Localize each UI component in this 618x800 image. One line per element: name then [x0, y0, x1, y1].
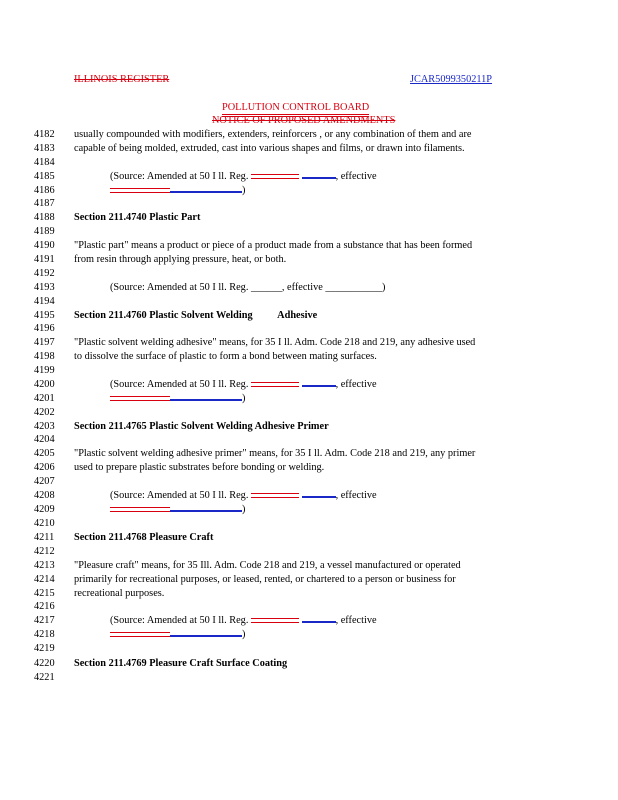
source-prefix: (Source: Amended at 50 I ll. Reg. — [110, 171, 249, 182]
section-4765-title: Section 211.4765 Plastic Solvent Welding Adhesive Primer — [74, 421, 329, 432]
line-number: 4206 — [34, 462, 55, 473]
line-number: 4202 — [34, 407, 55, 418]
line-number: 4221 — [34, 672, 55, 683]
close-paren: ) — [242, 504, 246, 515]
line-number: 4213 — [34, 560, 55, 571]
notice-title: NOTICE OF PROPOSED AMENDMENTS — [212, 115, 396, 126]
line-number: 4209 — [34, 504, 55, 515]
line-number: 4211 — [34, 532, 55, 543]
line-number: 4187 — [34, 198, 55, 209]
source-note-3 — [110, 379, 377, 391]
line-number: 4210 — [34, 518, 55, 529]
close-paren: ) — [242, 185, 246, 196]
line-number: 4198 — [34, 351, 55, 362]
line-number: 4208 — [34, 490, 55, 501]
line-number: 4188 — [34, 212, 55, 223]
line-number: 4184 — [34, 157, 55, 168]
source-note-5 — [110, 615, 377, 627]
redline-blank — [110, 632, 170, 637]
redline-blank — [110, 507, 170, 512]
line-number: 4194 — [34, 296, 55, 307]
line-number: 4217 — [34, 615, 55, 626]
section-4740-title: Section 211.4740 Plastic Part — [74, 212, 201, 223]
line-number: 4219 — [34, 643, 55, 654]
line-number: 4218 — [34, 629, 55, 640]
section-4768-def-1: "Pleasure craft" means, for 35 Ill. Adm. Code 218 and 219, a vessel manufactured or operated — [74, 560, 461, 571]
blue-blank — [170, 510, 242, 512]
line-number: 4185 — [34, 171, 55, 182]
blue-blank — [302, 621, 336, 623]
line-number: 4203 — [34, 421, 55, 432]
effective-label: , effective — [335, 379, 377, 390]
blue-blank — [170, 399, 242, 401]
line-number: 4200 — [34, 379, 55, 390]
section-4768-title: Section 211.4768 Pleasure Craft — [74, 532, 214, 543]
section-4768-def-3: recreational purposes. — [74, 588, 165, 599]
section-4760-def-1: "Plastic solvent welding adhesive" means, for 35 I ll. Adm. Code 218 and 219, any adhesive used — [74, 337, 476, 348]
line-number: 4196 — [34, 323, 55, 334]
source-note-4-cont — [110, 504, 245, 516]
blue-blank — [302, 496, 336, 498]
section-4768-def-2: primarily for recreational purposes, or leased, rented, or chartered to a person or business for — [74, 574, 456, 585]
line-number: 4205 — [34, 448, 55, 459]
source-prefix: (Source: Amended at 50 I ll. Reg. — [110, 379, 249, 390]
source-prefix: (Source: Amended at 50 I ll. Reg. — [110, 615, 249, 626]
line-number: 4183 — [34, 143, 55, 154]
line-number: 4212 — [34, 546, 55, 557]
redline-blank — [110, 396, 170, 401]
effective-label: , effective — [335, 171, 377, 182]
line-number: 4220 — [34, 658, 55, 669]
section-4765-def-2: used to prepare plastic substrates before bonding or welding. — [74, 462, 325, 473]
redline-blank — [110, 188, 170, 193]
blue-blank — [302, 177, 336, 179]
line-number: 4182 — [34, 129, 55, 140]
section-4760-def-2: to dissolve the surface of plastic to form a bond between mating surfaces. — [74, 351, 377, 362]
line-number: 4192 — [34, 268, 55, 279]
section-4760-title-tail: Adhesive — [277, 310, 318, 321]
line-number: 4193 — [34, 282, 55, 293]
source-note-2: (Source: Amended at 50 I ll. Reg. ______, effective ___________) — [110, 282, 386, 293]
blue-blank — [302, 385, 336, 387]
def-continuation-line-1: usually compounded with modifiers, extenders, reinforcers , or any combination of them and are — [74, 129, 472, 140]
source-note-3-cont — [110, 393, 245, 405]
def-continuation-line-2: capable of being molded, extruded, cast into various shapes and films, or drawn into filaments. — [74, 143, 465, 154]
line-number: 4204 — [34, 434, 55, 445]
redline-blank — [251, 493, 299, 498]
close-paren: ) — [242, 393, 246, 404]
section-4760-title — [74, 310, 317, 322]
blue-blank — [170, 191, 242, 193]
line-number: 4214 — [34, 574, 55, 585]
source-prefix: (Source: Amended at 50 I ll. Reg. — [110, 490, 249, 501]
source-note-1-cont — [110, 185, 245, 197]
section-4765-def-1: "Plastic solvent welding adhesive primer" means, for 35 I ll. Adm. Code 218 and 219, any primer — [74, 448, 476, 459]
jcar-code[interactable]: JCAR5099350211P — [410, 74, 493, 85]
line-number: 4190 — [34, 240, 55, 251]
effective-label: , effective — [335, 615, 377, 626]
line-number: 4191 — [34, 254, 55, 265]
line-number: 4201 — [34, 393, 55, 404]
section-4740-def-1: "Plastic part" means a product or piece of a product made from a substance that has been formed — [74, 240, 473, 251]
blue-blank — [170, 635, 242, 637]
source-note-5-cont — [110, 629, 245, 641]
line-number: 4216 — [34, 601, 55, 612]
line-number: 4186 — [34, 185, 55, 196]
line-number: 4189 — [34, 226, 55, 237]
section-4769-title: Section 211.4769 Pleasure Craft Surface Coating — [74, 658, 288, 669]
line-number: 4215 — [34, 588, 55, 599]
line-number: 4199 — [34, 365, 55, 376]
line-number: 4195 — [34, 310, 55, 321]
redline-blank — [251, 174, 299, 179]
close-paren: ) — [242, 629, 246, 640]
line-number: 4197 — [34, 337, 55, 348]
effective-label: , effective — [335, 490, 377, 501]
board-title: POLLUTION CONTROL BOARD — [222, 102, 369, 117]
section-4760-title-main: Section 211.4760 Plastic Solvent Welding — [74, 310, 253, 321]
source-note-1 — [110, 171, 377, 183]
register-title: ILLINOIS REGISTER — [74, 74, 170, 85]
redline-blank — [251, 382, 299, 387]
section-4740-def-2: from resin through applying pressure, heat, or both. — [74, 254, 287, 265]
source-note-4 — [110, 490, 377, 502]
redline-blank — [251, 618, 299, 623]
line-number: 4207 — [34, 476, 55, 487]
